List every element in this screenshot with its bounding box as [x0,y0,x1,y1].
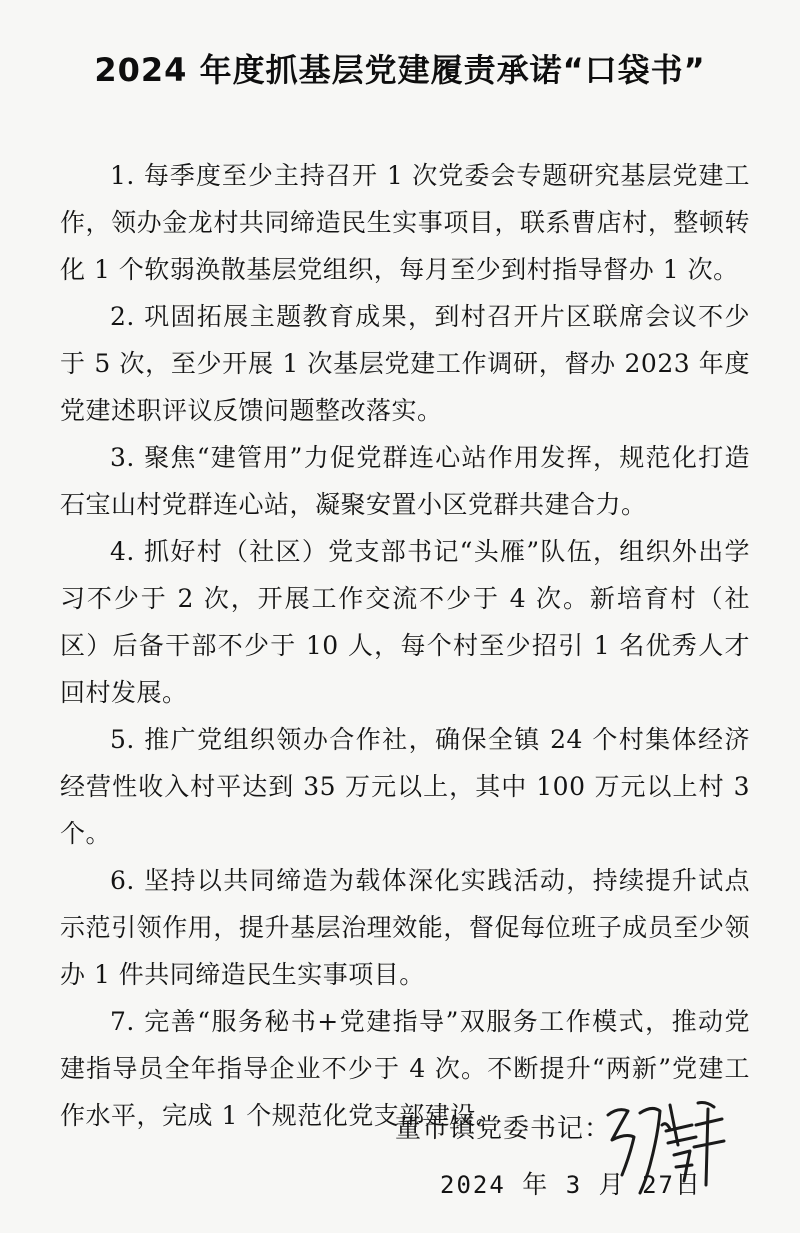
signature-date [440,1165,702,1201]
date-day-unit: 日 [675,1170,703,1199]
date-day: 27 [642,1171,675,1199]
commitment-list [60,152,750,1139]
commitment-item-2: 2. 巩固拓展主题教育成果，到村召开片区联席会议不少于 5 次，至少开展 1 次基层党建工作调研，督办 2023 年度党建述职评议反馈问题整改落实。 [60,302,750,425]
date-month-unit: 月 [598,1170,626,1199]
commitment-item-6: 6. 坚持以共同缔造为载体深化实践活动，持续提升试点示范引领作用，提升基层治理效能，督促每位班子成员至少领办 1 件共同缔造民生实事项目。 [60,866,750,989]
date-month: 3 [565,1171,583,1199]
date-year: 2024 [440,1171,506,1199]
commitment-item-5: 5. 推广党组织领办合作社，确保全镇 24 个村集体经济经营性收入村平达到 35 万元以上，其中 100 万元以上村 3 个。 [60,725,750,848]
commitment-item-1: 1. 每季度至少主持召开 1 次党委会专题研究基层党建工作，领办金龙村共同缔造民生实事项目，联系曹店村，整顿转化 1 个软弱涣散基层党组织，每月至少到村指导督办 1 次。 [60,161,750,284]
signature-label: 董市镇党委书记： [395,1114,612,1144]
date-year-unit: 年 [522,1170,550,1199]
document-title: 2024 年度抓基层党建履责承诺“口袋书” [94,51,706,89]
commitment-item-4: 4. 抓好村（社区）党支部书记“头雁”队伍，组织外出学习不少于 2 次，开展工作交流不少于 4 次。新培育村（社区）后备干部不少于 10 人，每个村至少招引 1 名优秀人才回村发展。 [60,537,750,707]
commitment-item-7: 7. 完善“服务秘书+党建指导”双服务工作模式，推动党建指导员全年指导企业不少于 4 次。不断提升“两新”党建工作水平，完成 1 个规范化党支部建设。 [60,1007,750,1130]
commitment-item-3: 3. 聚焦“建管用”力促党群连心站作用发挥，规范化打造石宝山村党群连心站，凝聚安置小区党群共建合力。 [60,443,750,519]
